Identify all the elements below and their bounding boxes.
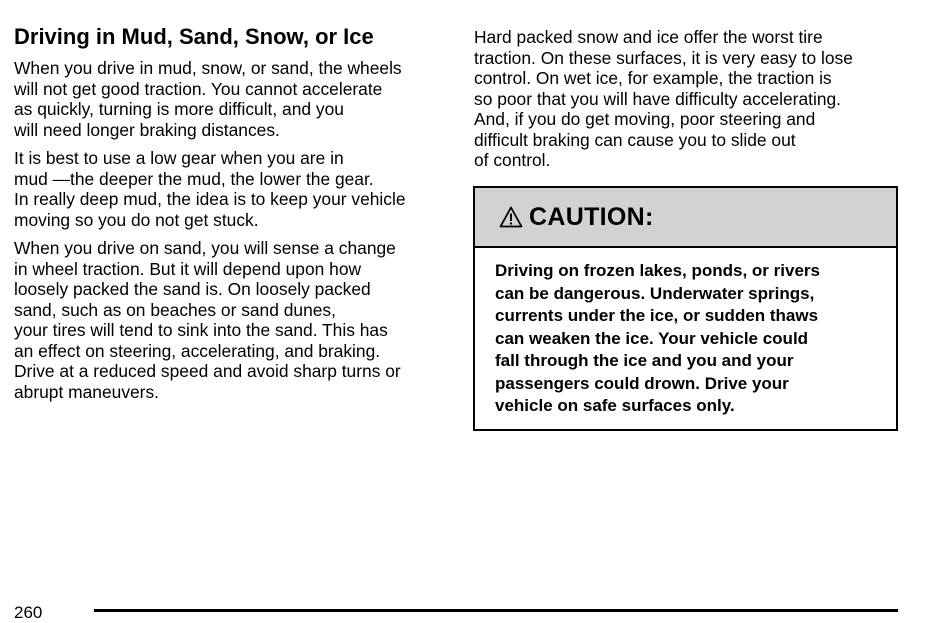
page-number: 260	[14, 603, 43, 622]
text-line: control. On wet ice, for example, the traction is	[474, 68, 832, 88]
text-line: sand, such as on beaches or sand dunes,	[14, 299, 336, 320]
text-line: abrupt maneuvers.	[14, 381, 160, 402]
text-line: Hard packed snow and ice offer the worst tire	[474, 27, 823, 47]
text-line: as quickly, turning is more difficult, and you	[14, 99, 344, 119]
text-line: fall through the ice and you and your	[495, 351, 794, 370]
left-column	[14, 24, 444, 410]
text-line: difficult braking can cause you to slide out	[474, 129, 796, 150]
text-line: traction. On these surfaces, it is very easy to lose	[474, 47, 853, 68]
section-heading: Driving in Mud, Sand, Snow, or Ice	[14, 24, 374, 49]
text-line: of control.	[474, 150, 551, 170]
text-line: can be dangerous. Underwater springs,	[495, 283, 815, 303]
text-line: It is best to use a low gear when you are in	[14, 148, 344, 168]
warning-triangle-icon	[499, 205, 523, 229]
page-footer	[14, 601, 898, 621]
text-line: in wheel traction. But it will depend upon how	[14, 258, 362, 279]
text-line: will need longer braking distances.	[14, 119, 280, 140]
footer-rule	[94, 609, 898, 612]
text-line: will not get good traction. You cannot accelerate	[14, 78, 383, 99]
paragraph-sand	[14, 238, 444, 402]
text-line: Drive at a reduced speed and avoid sharp turns or	[14, 361, 401, 381]
caution-header	[475, 188, 896, 248]
text-line: When you drive on sand, you will sense a change	[14, 238, 396, 258]
right-column	[474, 27, 904, 179]
text-line: mud —the deeper the mud, the lower the gear.	[14, 168, 374, 189]
paragraph-low-gear	[14, 148, 444, 230]
caution-text	[475, 248, 896, 418]
text-line: In really deep mud, the idea is to keep your vehicle	[14, 189, 406, 209]
text-line: so poor that you will have difficulty accelerating.	[474, 88, 842, 109]
text-line: Driving on frozen lakes, ponds, or rivers	[495, 261, 820, 280]
paragraph-mud-snow-sand	[14, 58, 444, 140]
text-line: moving so you do not get stuck.	[14, 209, 259, 230]
text-line: passengers could drown. Drive your	[495, 373, 789, 393]
text-line: vehicle on safe surfaces only.	[495, 396, 735, 415]
paragraph-ice	[474, 27, 904, 171]
caution-box	[473, 186, 898, 431]
text-line: And, if you do get moving, poor steering and	[474, 109, 816, 129]
text-line: an effect on steering, accelerating, and braking.	[14, 340, 381, 361]
text-line: loosely packed the sand is. On loosely packed	[14, 279, 371, 299]
text-line: When you drive in mud, snow, or sand, the wheels	[14, 58, 402, 78]
text-line: currents under the ice, or sudden thaws	[495, 306, 819, 325]
caution-title: CAUTION:	[529, 202, 654, 231]
text-line: can weaken the ice. Your vehicle could	[495, 328, 809, 348]
text-line: your tires will tend to sink into the sand. This has	[14, 320, 388, 340]
